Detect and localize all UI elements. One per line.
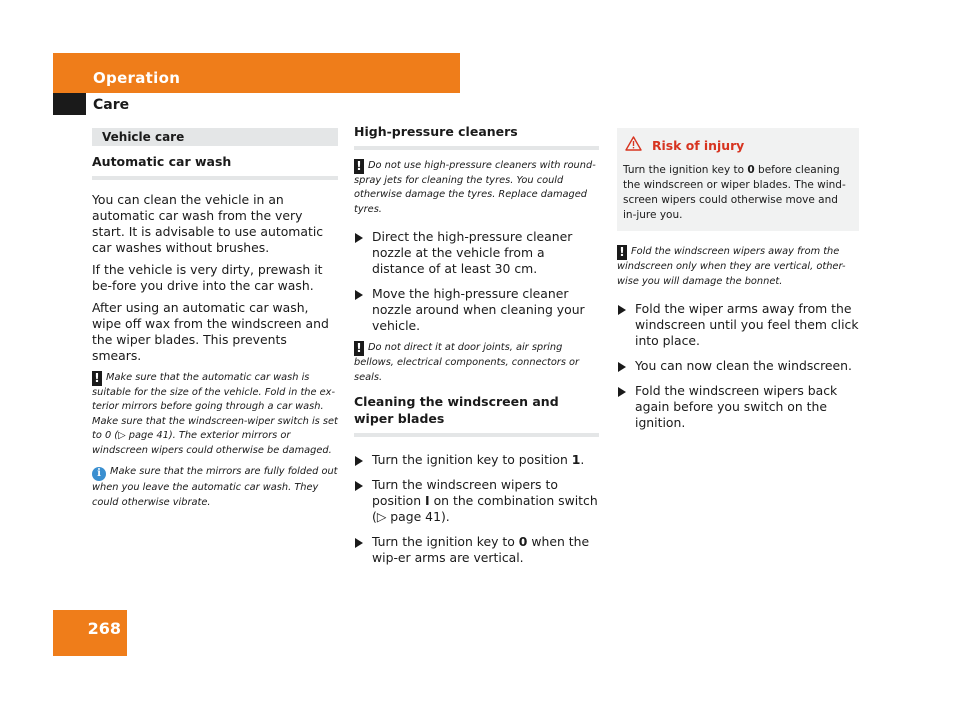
- bullet-arrow-icon: [618, 362, 626, 372]
- instruction-step: [354, 534, 599, 566]
- heading-cleaning-windscreen: Cleaning the windscreen and wiper blades: [354, 394, 599, 437]
- bullet-arrow-icon: [355, 290, 363, 300]
- page-number-box: [53, 610, 127, 656]
- exclamation-icon: !: [92, 371, 102, 386]
- step-text: on the combination switch (▷ page 41).: [372, 493, 598, 525]
- risk-text: [623, 163, 853, 223]
- bullet-arrow-icon: [618, 387, 626, 397]
- risk-text-part: Turn the ignition key to: [623, 164, 748, 176]
- step-text: Turn the ignition key to: [372, 534, 519, 550]
- paragraph: After using an automatic car wash, wipe off wax from the windscreen and the wiper blades. This prevents smears.: [92, 299, 329, 363]
- instruction-step: [617, 358, 859, 374]
- caution-note-text: Make sure that the automatic car wash is suitable for the size of the vehicle. Fold in the ex-terior mirrors before going through a car wash. Make sure that the windscreen-wiper switch is set to 0 (▷ page 41). The exterior mirrors or windscreen wipers could otherwise be damaged.: [92, 371, 338, 456]
- column-right: [617, 128, 859, 431]
- key-position: 0: [518, 534, 528, 550]
- header-section-title: Operation: [93, 69, 181, 87]
- bullet-arrow-icon: [355, 481, 363, 491]
- instruction-step: [354, 452, 599, 468]
- step-text: .: [580, 452, 585, 468]
- page-number: 268: [87, 619, 121, 638]
- instruction-step: [354, 477, 599, 525]
- header-tab-marker: [53, 93, 86, 115]
- info-icon: i: [92, 467, 106, 481]
- bullet-arrow-icon: [355, 538, 363, 548]
- exclamation-icon: !: [617, 245, 627, 260]
- risk-title: [623, 136, 853, 154]
- caution-note-text: Do not direct it at door joints, air spring bellows, electrical components, connectors or seals.: [354, 342, 580, 383]
- info-note-text: Make sure that the mirrors are fully folded out when you leave the automatic car wash. They could otherwise vibrate.: [92, 466, 338, 508]
- instruction-step: [354, 229, 599, 277]
- heading-automatic-car-wash: Automatic car wash: [92, 154, 338, 180]
- exclamation-icon: !: [354, 341, 364, 356]
- step-text: Fold the windscreen wipers back again before you switch on the ignition.: [635, 383, 838, 430]
- bullet-arrow-icon: [355, 456, 363, 466]
- instruction-step: [617, 301, 859, 349]
- step-text: when the wip-er arms are vertical.: [372, 534, 590, 566]
- caution-note: [354, 341, 599, 385]
- caution-note-text: Do not use high-pressure cleaners with round-spray jets for cleaning the tyres. You could otherwise damage the tyres. Replace damaged tyres.: [354, 159, 596, 215]
- header-subsection-title: Care: [93, 97, 130, 113]
- step-text: Turn the ignition key to position: [372, 452, 572, 468]
- step-text: Turn the windscreen wipers to position: [372, 477, 558, 509]
- risk-warning-box: [617, 128, 859, 231]
- paragraph: You can clean the vehicle in an automatic car wash from the very start. It is advisable to use automatic car washes without brushes.: [92, 191, 324, 255]
- key-position: 0: [747, 164, 755, 176]
- exclamation-icon: !: [354, 159, 364, 174]
- column-middle: [354, 124, 599, 566]
- risk-title-text: Risk of injury: [652, 137, 745, 153]
- step-text: You can now clean the windscreen.: [635, 358, 852, 373]
- instruction-step: [354, 286, 599, 334]
- paragraph: If the vehicle is very dirty, prewash it be-fore you drive into the car wash.: [92, 261, 323, 293]
- key-position: 1: [571, 452, 581, 468]
- caution-note: [92, 371, 338, 459]
- step-text: Move the high-pressure cleaner nozzle around when cleaning your vehicle.: [372, 286, 585, 334]
- caution-note: [354, 159, 599, 218]
- warning-triangle-icon: [625, 136, 642, 154]
- step-text: Direct the high-pressure cleaner nozzle at the vehicle from a distance of at least 30 cm.: [372, 229, 573, 277]
- info-note: [92, 465, 338, 510]
- key-position: I: [425, 493, 430, 509]
- caution-note-text: Fold the windscreen wipers away from the windscreen only when they are vertical, other-wise you will damage the bonnet.: [617, 246, 846, 287]
- bullet-arrow-icon: [355, 233, 363, 243]
- section-title: Vehicle care: [92, 128, 338, 146]
- risk-text-part: before cleaning the windscreen or wiper blades. The wind-screen wipers could otherwise move and in-jure you.: [623, 164, 846, 221]
- instruction-step: [617, 383, 859, 431]
- heading-high-pressure-cleaners: High-pressure cleaners: [354, 124, 599, 150]
- bullet-arrow-icon: [618, 305, 626, 315]
- caution-note: [617, 245, 859, 289]
- step-text: Fold the wiper arms away from the windscreen until you feel them click into place.: [635, 301, 859, 348]
- column-left: [92, 128, 338, 510]
